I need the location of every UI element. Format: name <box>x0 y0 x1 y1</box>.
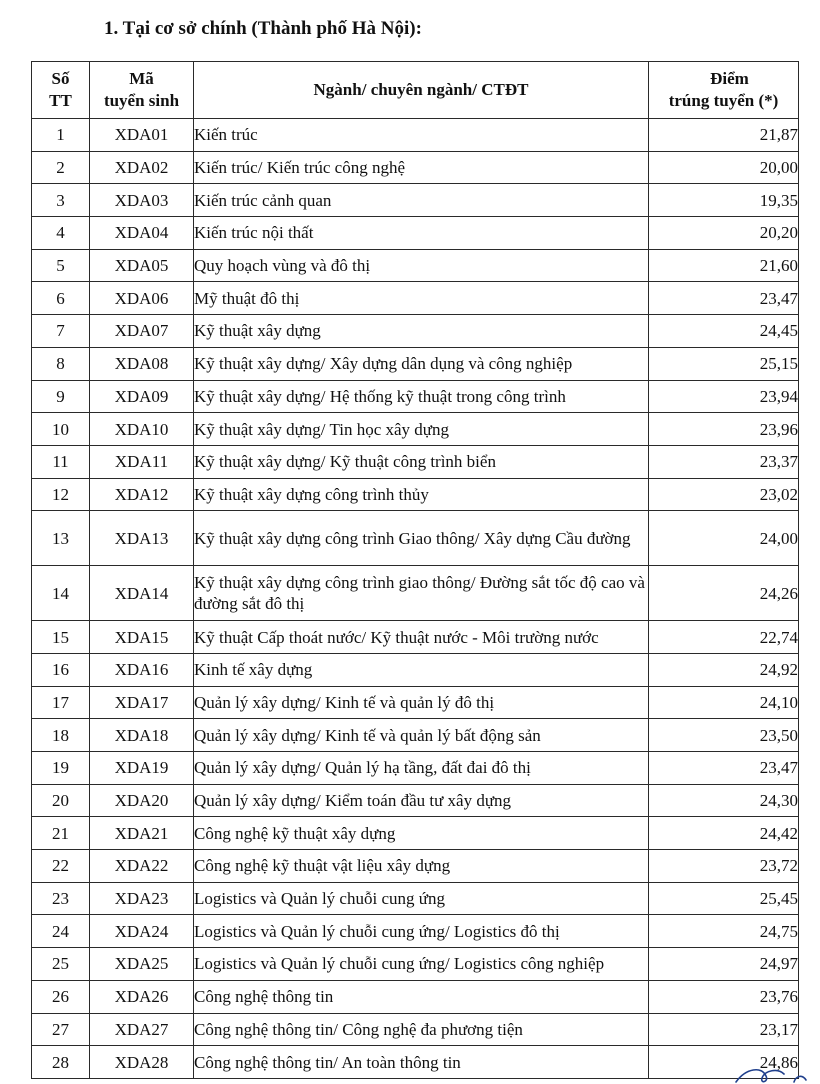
table-row <box>32 948 799 981</box>
admission-code: XDA16 <box>90 653 194 686</box>
row-number: 17 <box>32 686 90 719</box>
program-name: Kỹ thuật xây dựng/ Tin học xây dựng <box>194 413 649 446</box>
table-body <box>32 119 799 1079</box>
program-name: Kiến trúc cảnh quan <box>194 184 649 217</box>
admission-score: 23,17 <box>649 1013 799 1046</box>
header-stt-line1: Số <box>51 69 70 88</box>
table-row <box>32 511 799 566</box>
program-name: Công nghệ thông tin <box>194 980 649 1013</box>
admission-score: 22,74 <box>649 621 799 654</box>
table-row <box>32 184 799 217</box>
admission-code: XDA23 <box>90 882 194 915</box>
admission-score: 25,15 <box>649 347 799 380</box>
program-name: Mỹ thuật đô thị <box>194 282 649 315</box>
admission-code: XDA27 <box>90 1013 194 1046</box>
table-row <box>32 445 799 478</box>
table-row <box>32 882 799 915</box>
row-number: 19 <box>32 752 90 785</box>
admission-code: XDA14 <box>90 566 194 621</box>
admission-code: XDA26 <box>90 980 194 1013</box>
row-number: 9 <box>32 380 90 413</box>
admission-score: 24,45 <box>649 315 799 348</box>
table-row <box>32 653 799 686</box>
program-name: Kiến trúc nội thất <box>194 217 649 250</box>
program-name: Kỹ thuật xây dựng công trình giao thông/ Đường sắt tốc độ cao và đường sắt đô thị <box>194 566 649 621</box>
admission-code: XDA08 <box>90 347 194 380</box>
table-row <box>32 380 799 413</box>
table-row <box>32 249 799 282</box>
admission-code: XDA12 <box>90 478 194 511</box>
table-row <box>32 217 799 250</box>
admission-score: 24,00 <box>649 511 799 566</box>
admission-score: 24,30 <box>649 784 799 817</box>
table-row <box>32 478 799 511</box>
program-name: Kỹ thuật xây dựng/ Xây dựng dân dụng và công nghiệp <box>194 347 649 380</box>
row-number: 23 <box>32 882 90 915</box>
admission-score: 23,50 <box>649 719 799 752</box>
table-row <box>32 621 799 654</box>
admission-code: XDA09 <box>90 380 194 413</box>
admission-score: 24,86 <box>649 1046 799 1079</box>
row-number: 10 <box>32 413 90 446</box>
row-number: 20 <box>32 784 90 817</box>
row-number: 18 <box>32 719 90 752</box>
row-number: 5 <box>32 249 90 282</box>
table-row <box>32 719 799 752</box>
admission-score: 21,87 <box>649 119 799 152</box>
admission-score: 24,26 <box>649 566 799 621</box>
admission-score: 23,94 <box>649 380 799 413</box>
row-number: 12 <box>32 478 90 511</box>
row-number: 1 <box>32 119 90 152</box>
table-row <box>32 1013 799 1046</box>
admission-score: 21,60 <box>649 249 799 282</box>
admission-code: XDA02 <box>90 151 194 184</box>
admission-code: XDA24 <box>90 915 194 948</box>
header-stt-line2: TT <box>49 91 72 110</box>
table-row <box>32 980 799 1013</box>
table-row <box>32 119 799 152</box>
row-number: 22 <box>32 850 90 883</box>
table-row <box>32 566 799 621</box>
admission-score: 23,37 <box>649 445 799 478</box>
row-number: 14 <box>32 566 90 621</box>
table-row <box>32 1046 799 1079</box>
row-number: 26 <box>32 980 90 1013</box>
admission-code: XDA19 <box>90 752 194 785</box>
admission-score: 20,00 <box>649 151 799 184</box>
admission-score: 23,47 <box>649 752 799 785</box>
program-name: Logistics và Quản lý chuỗi cung ứng/ Logistics công nghiệp <box>194 948 649 981</box>
admission-score: 24,75 <box>649 915 799 948</box>
admission-code: XDA11 <box>90 445 194 478</box>
admission-score: 23,76 <box>649 980 799 1013</box>
program-name: Kỹ thuật xây dựng/ Kỹ thuật công trình biển <box>194 445 649 478</box>
program-name: Kỹ thuật xây dựng/ Hệ thống kỹ thuật trong công trình <box>194 380 649 413</box>
program-name: Quản lý xây dựng/ Quản lý hạ tầng, đất đai đô thị <box>194 752 649 785</box>
table-row <box>32 282 799 315</box>
program-name: Công nghệ kỹ thuật vật liệu xây dựng <box>194 850 649 883</box>
table-row <box>32 752 799 785</box>
row-number: 2 <box>32 151 90 184</box>
admission-score: 19,35 <box>649 184 799 217</box>
row-number: 3 <box>32 184 90 217</box>
admission-score: 23,47 <box>649 282 799 315</box>
admission-code: XDA03 <box>90 184 194 217</box>
admission-code: XDA10 <box>90 413 194 446</box>
admission-code: XDA04 <box>90 217 194 250</box>
program-name: Logistics và Quản lý chuỗi cung ứng <box>194 882 649 915</box>
row-number: 24 <box>32 915 90 948</box>
program-name: Quản lý xây dựng/ Kinh tế và quản lý bất động sản <box>194 719 649 752</box>
program-name: Kinh tế xây dựng <box>194 653 649 686</box>
admission-code: XDA25 <box>90 948 194 981</box>
row-number: 7 <box>32 315 90 348</box>
table-row <box>32 413 799 446</box>
admission-code: XDA21 <box>90 817 194 850</box>
row-number: 25 <box>32 948 90 981</box>
table-row <box>32 151 799 184</box>
admission-code: XDA22 <box>90 850 194 883</box>
row-number: 27 <box>32 1013 90 1046</box>
row-number: 13 <box>32 511 90 566</box>
admission-score: 20,20 <box>649 217 799 250</box>
program-name: Kỹ thuật xây dựng công trình thủy <box>194 478 649 511</box>
table-header-row <box>32 62 799 119</box>
table-row <box>32 347 799 380</box>
program-name: Kiến trúc <box>194 119 649 152</box>
program-name: Công nghệ thông tin/ An toàn thông tin <box>194 1046 649 1079</box>
table-row <box>32 915 799 948</box>
admission-score: 23,72 <box>649 850 799 883</box>
header-score-line2: trúng tuyển (*) <box>668 91 779 110</box>
admission-scores-table <box>31 61 799 1079</box>
admission-code: XDA06 <box>90 282 194 315</box>
admission-code: XDA28 <box>90 1046 194 1079</box>
table-row <box>32 784 799 817</box>
program-name: Quy hoạch vùng và đô thị <box>194 249 649 282</box>
admission-score: 24,42 <box>649 817 799 850</box>
program-name: Kỹ thuật xây dựng <box>194 315 649 348</box>
row-number: 4 <box>32 217 90 250</box>
row-number: 21 <box>32 817 90 850</box>
admission-score: 24,10 <box>649 686 799 719</box>
admission-code: XDA05 <box>90 249 194 282</box>
table-row <box>32 315 799 348</box>
row-number: 6 <box>32 282 90 315</box>
admission-code: XDA01 <box>90 119 194 152</box>
admission-score: 23,02 <box>649 478 799 511</box>
table-row <box>32 817 799 850</box>
row-number: 28 <box>32 1046 90 1079</box>
section-heading: 1. Tại cơ sở chính (Thành phố Hà Nội): <box>104 18 422 39</box>
admission-score: 25,45 <box>649 882 799 915</box>
admission-code: XDA15 <box>90 621 194 654</box>
admission-score: 24,97 <box>649 948 799 981</box>
row-number: 16 <box>32 653 90 686</box>
admission-code: XDA13 <box>90 511 194 566</box>
program-name: Kỹ thuật xây dựng công trình Giao thông/ Xây dựng Cầu đường <box>194 511 649 566</box>
admission-code: XDA18 <box>90 719 194 752</box>
header-stt <box>32 62 90 119</box>
header-score-line1: Điểm <box>710 69 749 88</box>
table-row <box>32 686 799 719</box>
header-score <box>649 62 799 119</box>
header-code-line1: Mã <box>129 69 154 88</box>
header-code <box>90 62 194 119</box>
program-name: Quản lý xây dựng/ Kinh tế và quản lý đô thị <box>194 686 649 719</box>
program-name: Kiến trúc/ Kiến trúc công nghệ <box>194 151 649 184</box>
program-name: Công nghệ kỹ thuật xây dựng <box>194 817 649 850</box>
header-code-line2: tuyển sinh <box>103 91 180 110</box>
admission-score: 23,96 <box>649 413 799 446</box>
row-number: 8 <box>32 347 90 380</box>
admission-score: 24,92 <box>649 653 799 686</box>
table-row <box>32 850 799 883</box>
program-name: Quản lý xây dựng/ Kiểm toán đầu tư xây dựng <box>194 784 649 817</box>
admission-code: XDA20 <box>90 784 194 817</box>
row-number: 15 <box>32 621 90 654</box>
admission-code: XDA17 <box>90 686 194 719</box>
row-number: 11 <box>32 445 90 478</box>
admission-code: XDA07 <box>90 315 194 348</box>
program-name: Logistics và Quản lý chuỗi cung ứng/ Logistics đô thị <box>194 915 649 948</box>
program-name: Công nghệ thông tin/ Công nghệ đa phương tiện <box>194 1013 649 1046</box>
header-program: Ngành/ chuyên ngành/ CTĐT <box>194 62 649 119</box>
program-name: Kỹ thuật Cấp thoát nước/ Kỹ thuật nước - Môi trường nước <box>194 621 649 654</box>
